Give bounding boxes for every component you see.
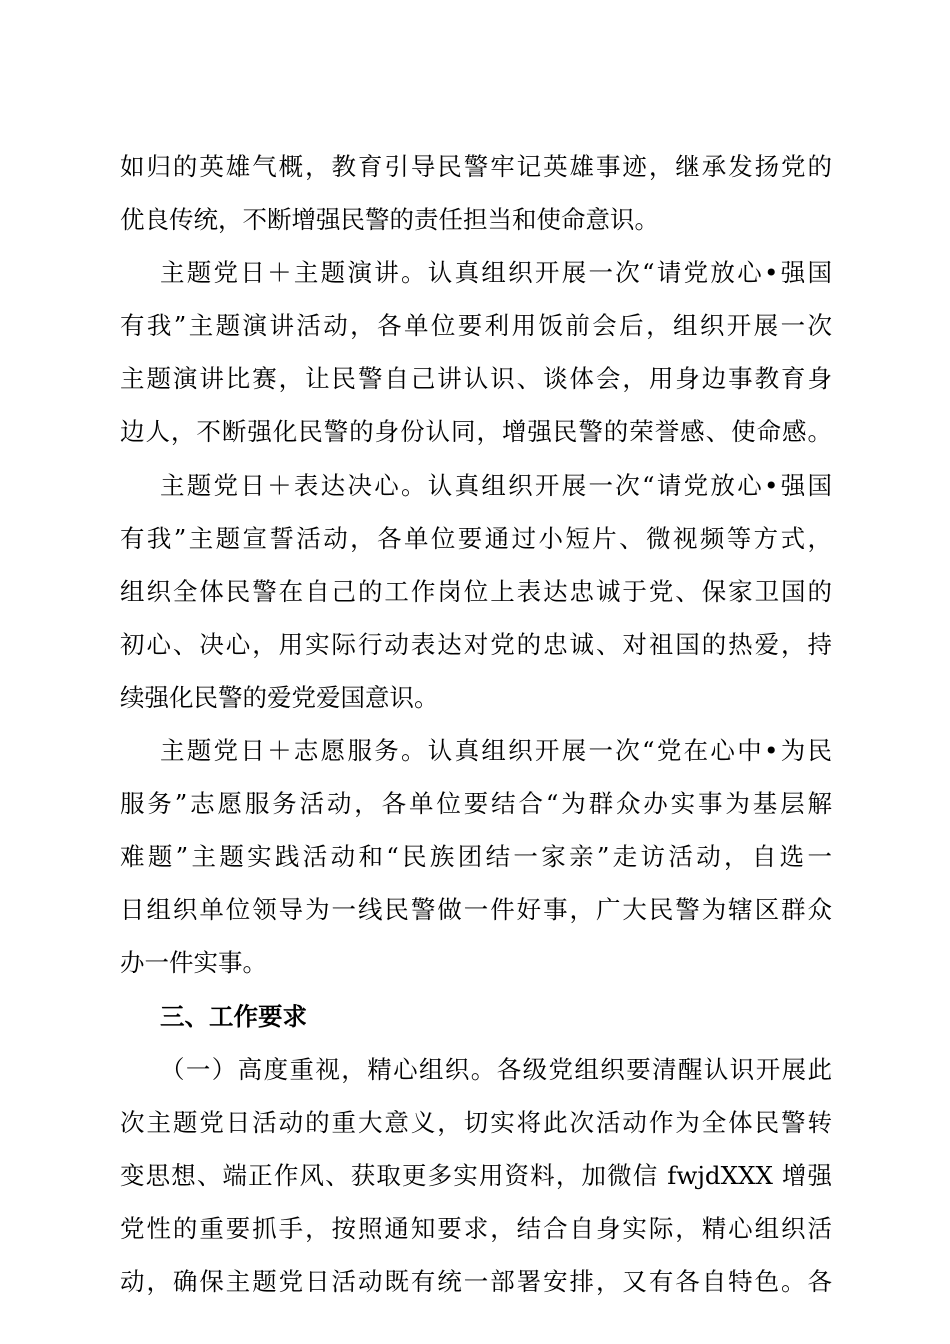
- text-line: 服务”志愿服务活动，各单位要结合“为群众办实事为基层解: [120, 789, 832, 819]
- paragraph-start-line: 主题党日＋表达决心。认真组织开展一次“请党放心•强国: [160, 470, 832, 500]
- text-line: 初心、决心，用实际行动表达对党的忠诚、对祖国的热爱，持: [120, 629, 832, 659]
- text-line: 优良传统，不断增强民警的责任担当和使命意识。: [120, 205, 659, 235]
- text-line: 难题”主题实践活动和“民族团结一家亲”走访活动，自选一: [120, 842, 832, 872]
- paragraph-start-line: （一）高度重视，精心组织。各级党组织要清醒认识开展此: [160, 1054, 832, 1084]
- text-line: 次主题党日活动的重大意义，切实将此次活动作为全体民警转: [120, 1107, 832, 1137]
- text-line: 办一件实事。: [120, 948, 267, 978]
- section-heading: 三、工作要求: [160, 1001, 307, 1031]
- text-line: 动，确保主题党日活动既有统一部署安排，又有各自特色。各: [120, 1266, 832, 1296]
- text-line: 边人，不断强化民警的身份认同，增强民警的荣誉感、使命感。: [120, 417, 832, 447]
- body-text: [120, 140, 832, 1308]
- text-line: 如归的英雄气概，教育引导民警牢记英雄事迹，继承发扬党的: [120, 152, 832, 181]
- text-line: 日组织单位领导为一线民警做一件好事，广大民警为辖区群众: [120, 895, 832, 925]
- text-line: 变思想、端正作风、获取更多实用资料，加微信 fwjdXXX 增强: [120, 1160, 832, 1190]
- paragraph-start-line: 主题党日＋志愿服务。认真组织开展一次“党在心中•为民: [160, 736, 832, 766]
- text-line: 有我”主题宣誓活动，各单位要通过小短片、微视频等方式，: [120, 523, 832, 553]
- text-line: 组织全体民警在自己的工作岗位上表达忠诚于党、保家卫国的: [120, 576, 832, 606]
- text-line: 续强化民警的爱党爱国意识。: [120, 682, 439, 712]
- paragraph-start-line: 主题党日＋主题演讲。认真组织开展一次“请党放心•强国: [160, 258, 832, 288]
- text-line: 有我”主题演讲活动，各单位要利用饭前会后，组织开展一次: [120, 311, 832, 341]
- text-line: 主题演讲比赛，让民警自己讲认识、谈体会，用身边事教育身: [120, 364, 832, 394]
- text-line: 党性的重要抓手，按照通知要求，结合自身实际，精心组织活: [120, 1213, 832, 1243]
